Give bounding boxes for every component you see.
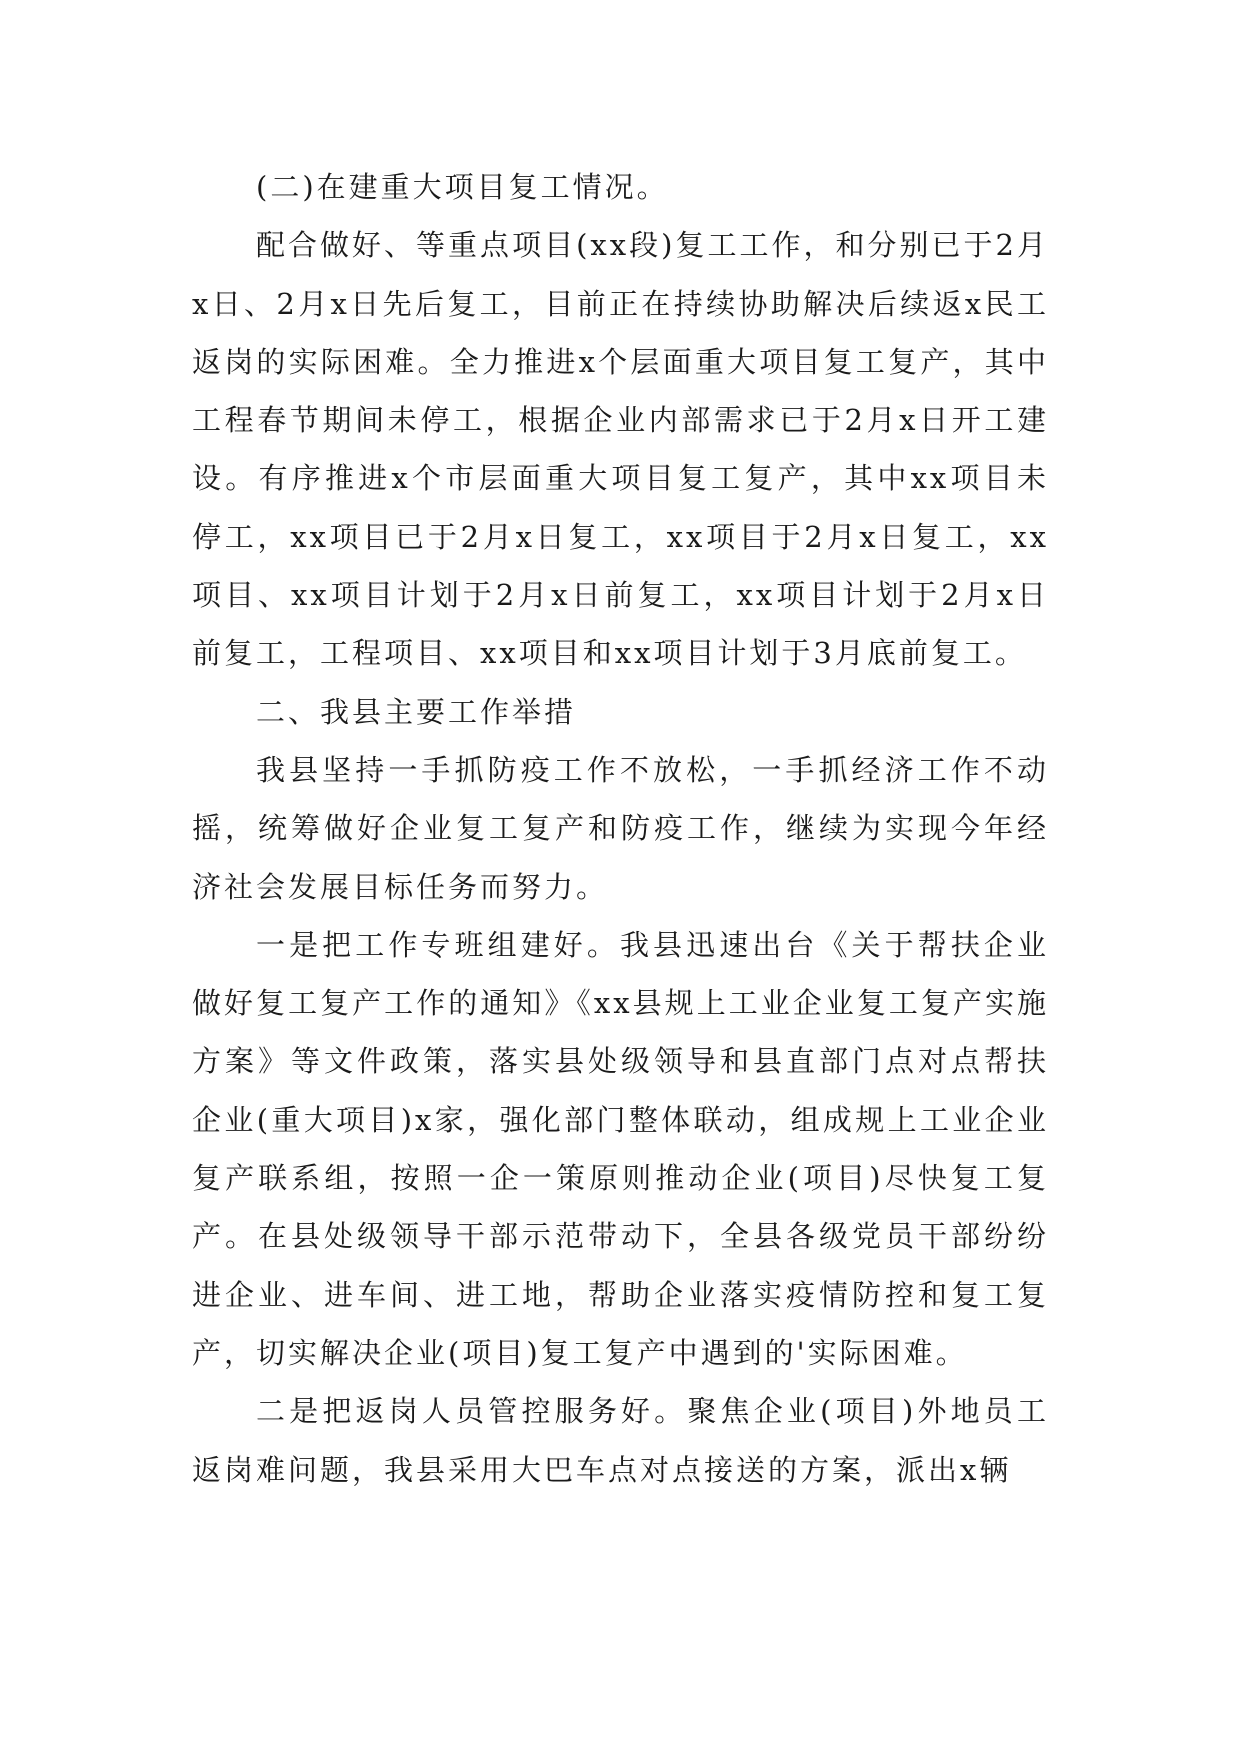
body-paragraph: 配合做好、等重点项目(xx段)复工工作，和分别已于2月x日、2月x日先后复工，目前正在持续协助解决后续返x民工返岗的实际困难。全力推进x个层面重大项目复工复产，其中工程春节期间未停工，根据企业内部需求已于2月x日开工建设。有序推进x个市层面重大项目复工复产，其中xx项目未停工，xx项目已于2月x日复工，xx项目于2月x日复工，xx项目、xx项目计划于2月x日前复工，xx项目计划于2月x日前复工，工程项目、xx项目和xx项目计划于3月底前复工。 [192, 228, 1049, 671]
document-page [192, 158, 1049, 1499]
body-paragraph: 一是把工作专班组建好。我县迅速出台《关于帮扶企业做好复工复产工作的通知》《xx县规上工业企业复工复产实施方案》等文件政策，落实县处级领导和县直部门点对点帮扶企业(重大项目)x家，强化部门整体联动，组成规上工业企业复产联系组，按照一企一策原则推动企业(项目)尽快复工复产。在县处级领导干部示范带动下，全县各级党员干部纷纷进企业、进车间、进工地，帮助企业落实疫情防控和复工复产，切实解决企业(项目)复工复产中遇到的'实际困难。 [192, 927, 1049, 1370]
body-paragraph: 二是把返岗人员管控服务好。聚焦企业(项目)外地员工返岗难问题，我县采用大巴车点对点接送的方案，派出x辆 [192, 1394, 1049, 1487]
body-paragraph: 我县坚持一手抓防疫工作不放松，一手抓经济工作不动摇，统筹做好企业复工复产和防疫工作，继续为实现今年经济社会发展目标任务而努力。 [192, 752, 1049, 904]
section-heading: 二、我县主要工作举措 [256, 694, 577, 729]
subsection-heading: (二)在建重大项目复工情况。 [256, 170, 669, 204]
